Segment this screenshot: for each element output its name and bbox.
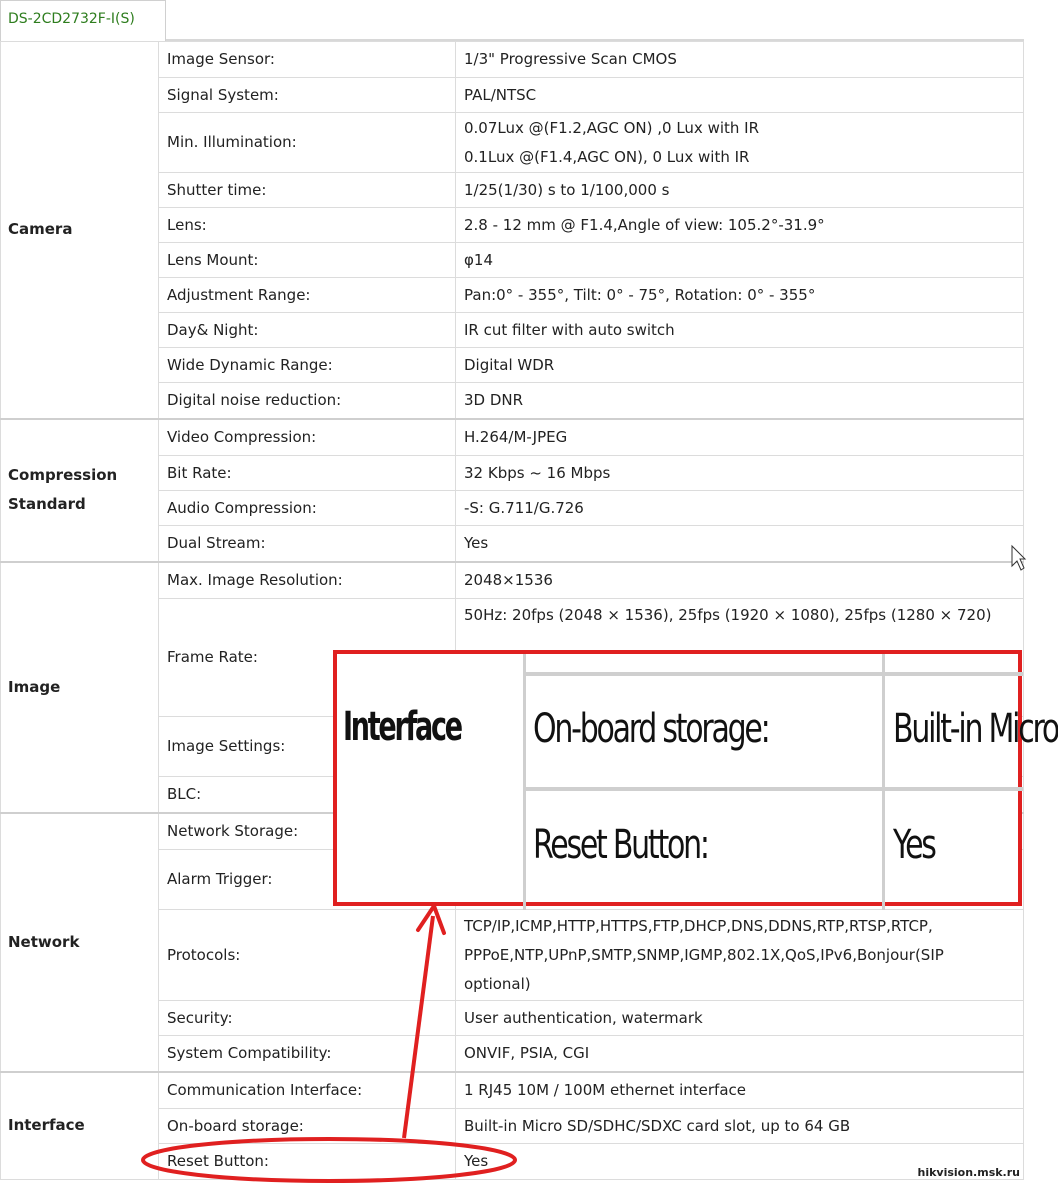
row-value: φ14 [456,243,1024,278]
section-camera: Camera [1,42,159,419]
row-value: IR cut filter with auto switch [456,313,1024,348]
row-value: Pan:0° - 355°, Tilt: 0° - 75°, Rotation: 0° - 355° [456,278,1024,313]
row-value: 2048×1536 [456,562,1024,599]
row-value: 2.8 - 12 mm @ F1.4,Angle of view: 105.2°-31.9° [456,208,1024,243]
value-line: TCP/IP,ICMP,HTTP,HTTPS,FTP,DHCP,DNS,DDNS,RTP,RTSP,RTCP, [464,916,933,935]
row-label: Frame Rate: [159,599,456,717]
zoom-row2-label: Reset Button: [533,822,708,868]
row-value: Digital WDR [456,348,1024,383]
tab-model[interactable]: DS-2CD2732F-I(S) [0,0,166,41]
section-name-line: Compression [8,466,118,484]
row-label: Reset Button: [159,1144,456,1180]
row-label: Bit Rate: [159,456,456,491]
row-value: H.264/M-JPEG [456,419,1024,456]
row-label: Lens: [159,208,456,243]
arrow-shaft [404,916,433,1138]
zoom-section-label: Interface [343,704,461,750]
row-value: 3D DNR [456,383,1024,419]
row-label: Min. Illumination: [159,113,456,173]
row-value: Yes [456,1144,1024,1180]
row-label: Shutter time: [159,173,456,208]
row-label: On-board storage: [159,1109,456,1144]
highlight-ellipse [143,1139,515,1181]
section-network: Network [1,813,159,1072]
row-label: Audio Compression: [159,491,456,526]
row-label: Wide Dynamic Range: [159,348,456,383]
row-value: -S: G.711/G.726 [456,491,1024,526]
row-label: Network Storage: [159,813,456,850]
value-line: 0.07Lux @(F1.2,AGC ON) ,0 Lux with IR [464,118,760,137]
row-label: Day& Night: [159,313,456,348]
row-label: Max. Image Resolution: [159,562,456,599]
value-line: optional) [464,974,531,993]
row-label: Lens Mount: [159,243,456,278]
section-interface: Interface [1,1072,159,1180]
row-label: Image Settings: [159,717,456,777]
row-value: User authentication, watermark [456,1001,1024,1036]
row-value: 1/3" Progressive Scan CMOS [456,42,1024,78]
row-label: Dual Stream: [159,526,456,562]
row-label: Video Compression: [159,419,456,456]
row-value: Built-in Micro SD/SDHC/SDXC card slot, up to 64 GB [456,1109,1024,1144]
row-label: BLC: [159,777,456,813]
row-label: Protocols: [159,910,456,1001]
row-label: Communication Interface: [159,1072,456,1109]
section-name-line: Standard [8,495,86,513]
zoom-row1-label: On-board storage: [533,706,769,752]
row-value: PAL/NTSC [456,78,1024,113]
row-value: Yes [456,526,1024,562]
row-label: Signal System: [159,78,456,113]
zoom-row2-value: Yes [893,822,935,868]
mouse-cursor-icon [1012,546,1025,570]
row-value: 1 RJ45 10M / 100M ethernet interface [456,1072,1024,1109]
row-label: Image Sensor: [159,42,456,78]
row-label: Security: [159,1001,456,1036]
value-line: PPPoE,NTP,UPnP,SMTP,SNMP,IGMP,802.1X,QoS,IPv6,Bonjour(SIP [464,945,944,964]
value-line: 0.1Lux @(F1.4,AGC ON), 0 Lux with IR [464,147,750,166]
row-label: Adjustment Range: [159,278,456,313]
row-value: 32 Kbps ~ 16 Mbps [456,456,1024,491]
zoom-row1-value: Built-in Micro [893,706,1058,752]
row-label: System Compatibility: [159,1036,456,1072]
row-value: ONVIF, PSIA, CGI [456,1036,1024,1072]
row-label: Alarm Trigger: [159,850,456,910]
row-label: Digital noise reduction: [159,383,456,419]
section-image: Image [1,562,159,813]
row-value: 1/25(1/30) s to 1/100,000 s [456,173,1024,208]
row-value: 50Hz: 20fps (2048 × 1536), 25fps (1920 × 1080), 25fps (1280 × 720) [456,599,1024,717]
watermark: hikvision.msk.ru [917,1166,1020,1179]
